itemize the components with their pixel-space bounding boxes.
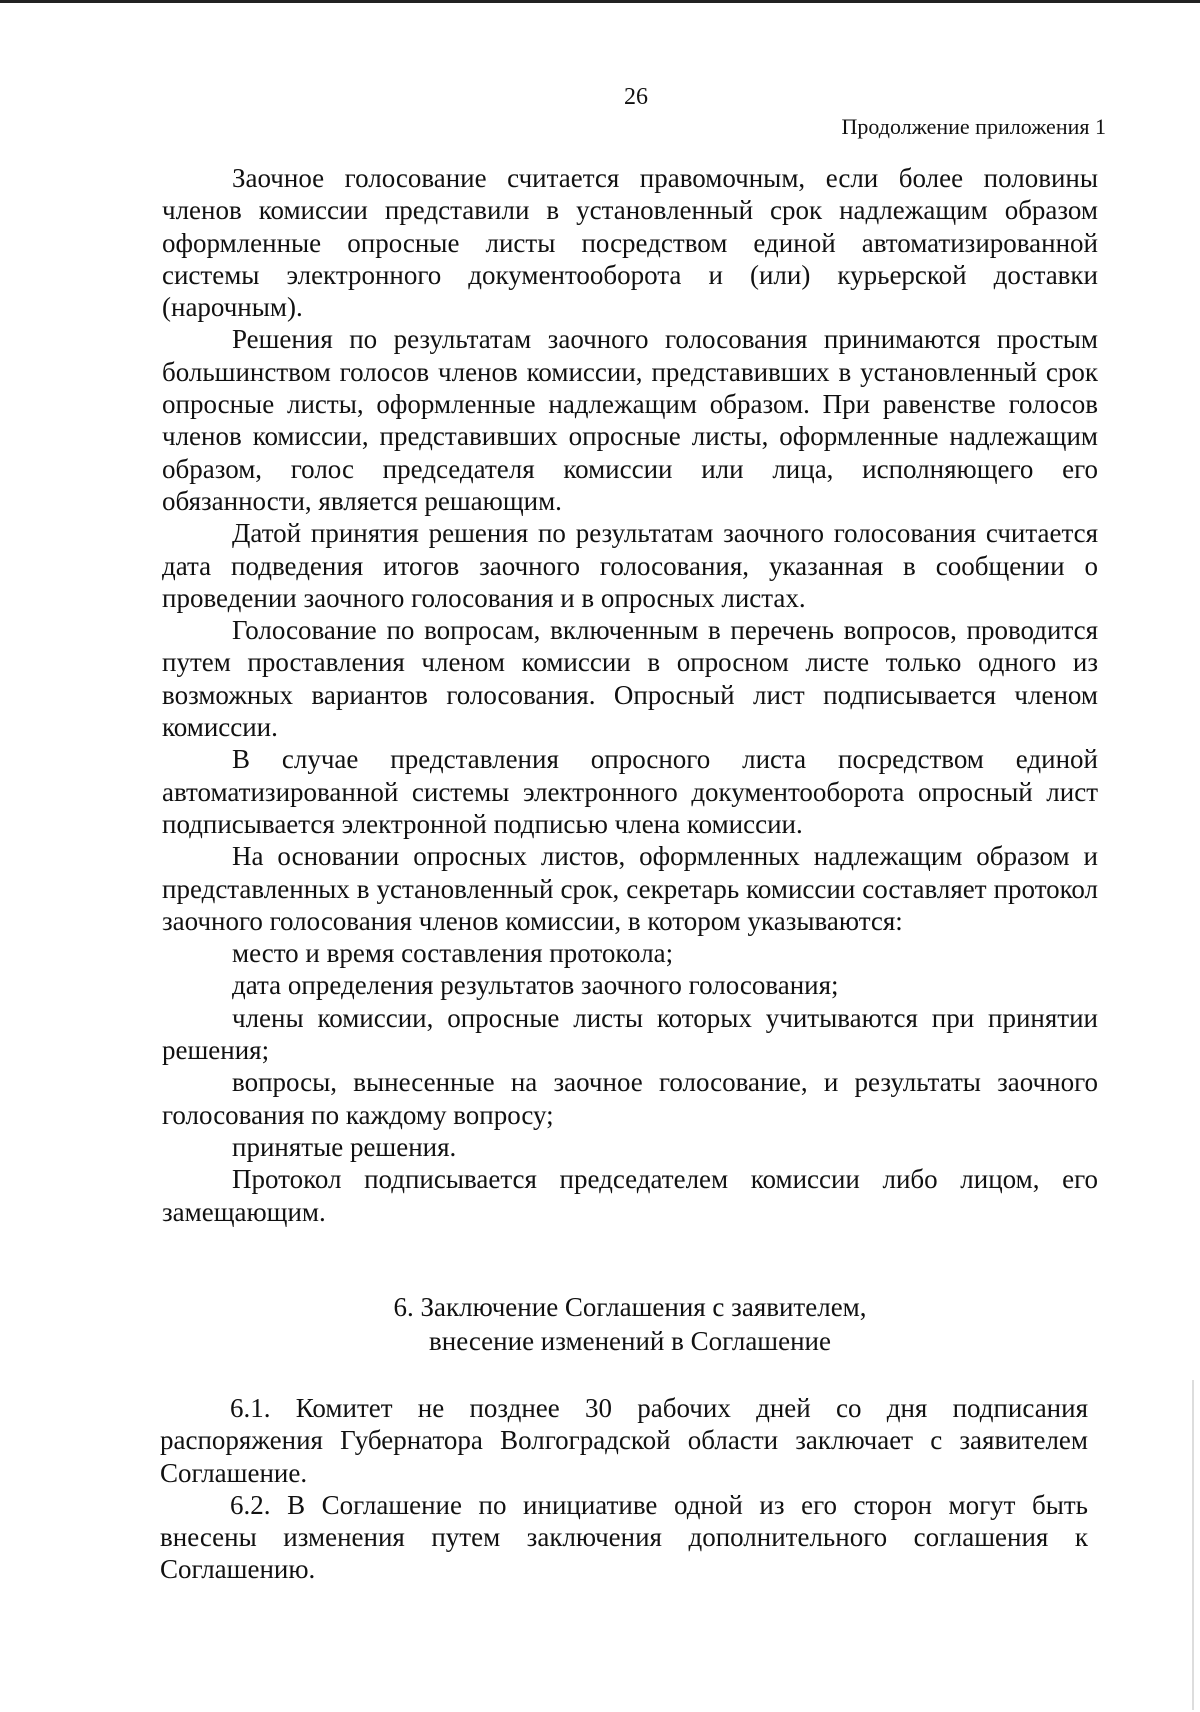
paragraph-quorum: Заочное голосование считается правомочным, если более половины членов комиссии представили в установленный срок надлежащим образом оформленные опросные листы посредством единой автоматизированной системы электронного документооборота и (или) курьерской доставки (нарочным). bbox=[162, 163, 1098, 323]
paragraph-electronic-signature: В случае представления опросного листа посредством единой автоматизированной системы электронного документооборота опросный лист подписывается электронной подписью члена комиссии. bbox=[162, 744, 1098, 839]
section-body bbox=[160, 1392, 1088, 1586]
section-heading bbox=[162, 1290, 1098, 1358]
protocol-item: дата определения результатов заочного голосования; bbox=[232, 970, 839, 1001]
body-text bbox=[162, 162, 1098, 1228]
protocol-item: члены комиссии, опросные листы которых учитываются при принятии решения; bbox=[162, 1002, 1098, 1066]
paragraph-decisions: Решения по результатам заочного голосования принимаются простым большинством голосов членов комиссии, представивших в установленный срок опросные листы, оформленные надлежащим образом. При равенстве голосов членов комиссии, представивших опросные листы, оформленные надлежащим образом, голос председателя комиссии или лица, исполняющего его обязанности, является решающим. bbox=[162, 324, 1098, 516]
protocol-item: принятые решения. bbox=[232, 1131, 457, 1162]
paragraph-protocol-intro: На основании опросных листов, оформленных надлежащим образом и представленных в установленный срок, секретарь комиссии составляет протокол заочного голосования членов комиссии, в котором указываются: bbox=[162, 841, 1098, 936]
section-heading-line: внесение изменений в Соглашение bbox=[429, 1326, 831, 1356]
scan-top-border bbox=[0, 0, 1200, 3]
page-number: 26 bbox=[624, 84, 648, 110]
section-heading-line: 6. Заключение Соглашения с заявителем, bbox=[393, 1292, 867, 1322]
paragraph-voting-procedure: Голосование по вопросам, включенным в перечень вопросов, проводится путем проставления членом комиссии в опросном листе только одного из возможных вариантов голосования. Опросный лист подписывается членом комиссии. bbox=[162, 615, 1098, 743]
clause-6-1: 6.1. Комитет не позднее 30 рабочих дней со дня подписания распоряжения Губернатора Волгоградской области заключает с заявителем Соглашение. bbox=[160, 1393, 1088, 1488]
paragraph-decision-date: Датой принятия решения по результатам заочного голосования считается дата подведения итогов заочного голосования, указанная в сообщении о проведении заочного голосования и в опросных листах. bbox=[162, 518, 1098, 613]
appendix-continuation-note: Продолжение приложения 1 bbox=[841, 114, 1106, 139]
scan-edge-artifact bbox=[1192, 1380, 1194, 1710]
paragraph-protocol-signing: Протокол подписывается председателем комиссии либо лицом, его замещающим. bbox=[162, 1164, 1098, 1227]
clause-6-2: 6.2. В Соглашение по инициативе одной из его сторон могут быть внесены изменения путем заключения дополнительного соглашения к Соглашению. bbox=[160, 1489, 1088, 1585]
protocol-item: вопросы, вынесенные на заочное голосование, и результаты заочного голосования по каждому вопросу; bbox=[162, 1067, 1098, 1130]
protocol-item: место и время составления протокола; bbox=[232, 938, 674, 969]
